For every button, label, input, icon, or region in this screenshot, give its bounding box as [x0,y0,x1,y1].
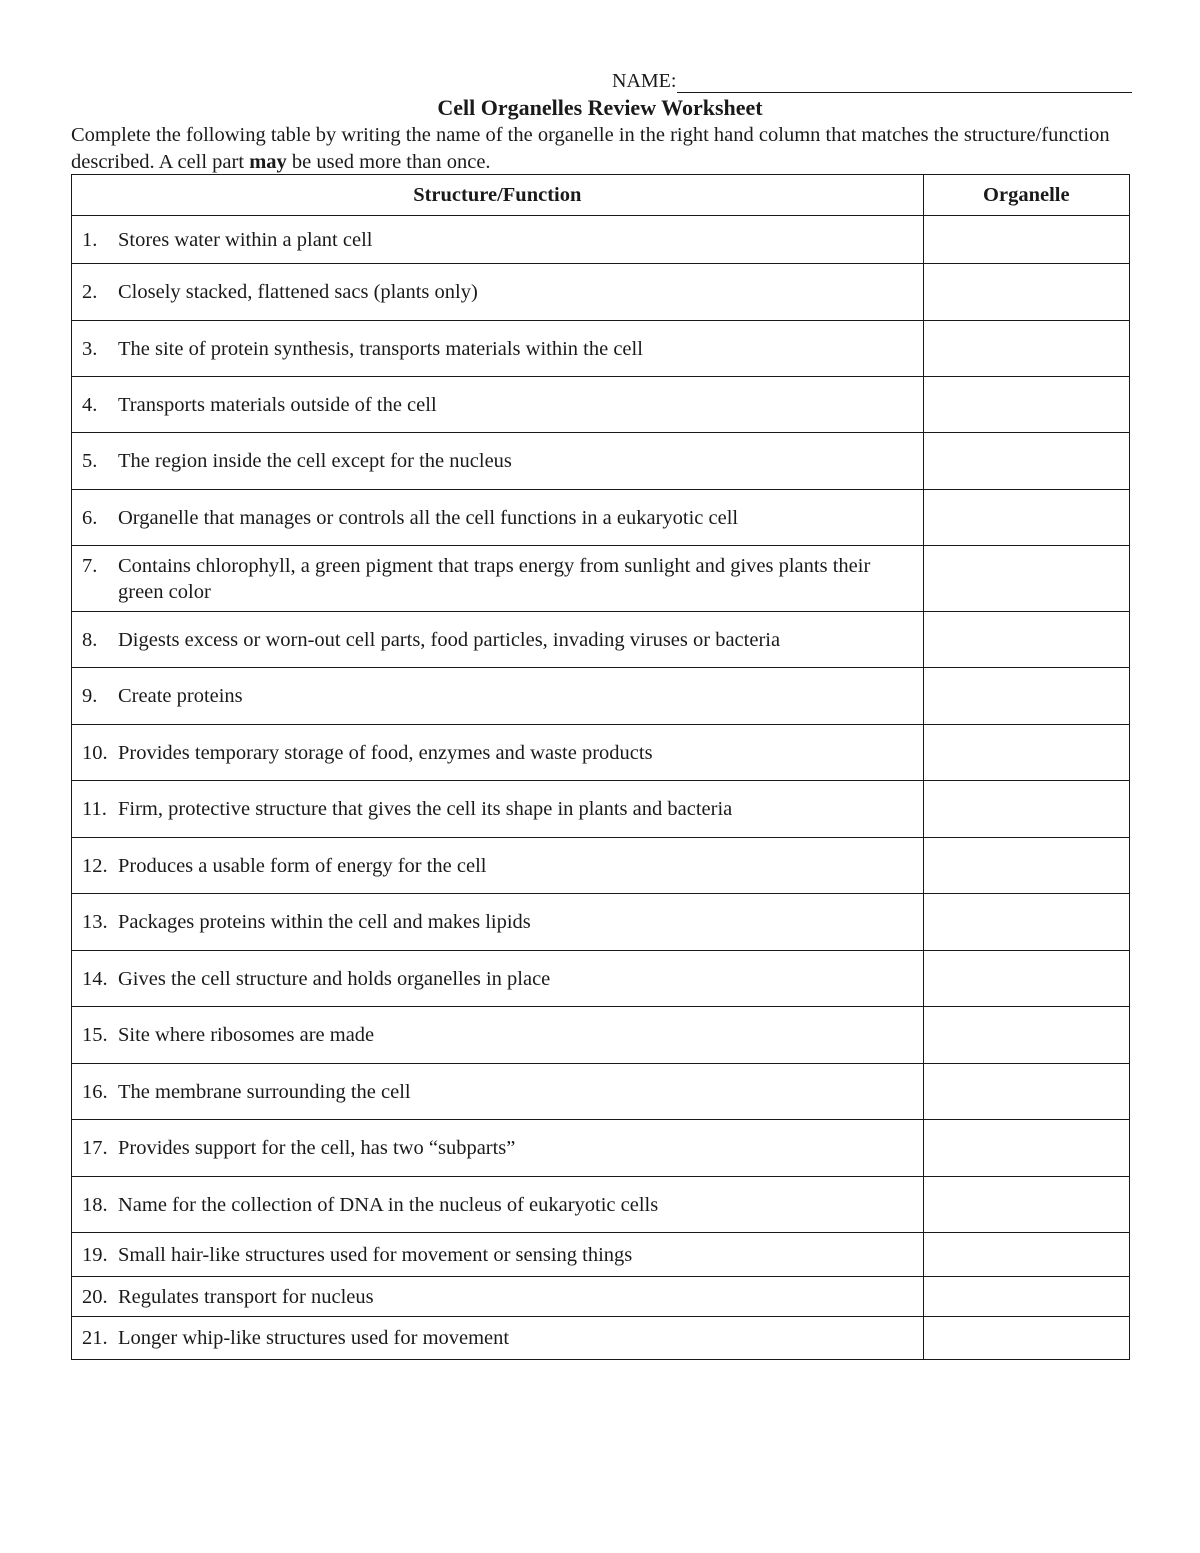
structure-function-cell [72,216,924,264]
list-item [82,1192,913,1218]
table-row [72,838,1130,894]
structure-function-cell [72,1177,924,1233]
item-number: 17. [82,1137,108,1159]
name-field [612,70,1132,93]
item-number: 12. [82,854,108,877]
list-item [82,853,913,879]
item-number: 6. [82,506,98,529]
instructions [71,122,1131,176]
list-item [82,683,913,709]
structure-function-cell [72,781,924,838]
organelle-answer-cell[interactable] [923,321,1129,377]
item-number: 13. [82,911,108,933]
organelle-answer-cell[interactable] [923,1277,1129,1317]
item-number: 8. [82,628,98,651]
organelle-answer-cell[interactable] [923,546,1129,612]
item-number: 3. [82,337,98,360]
structure-function-cell [72,1064,924,1120]
organelle-answer-cell[interactable] [923,1064,1129,1120]
table-row [72,321,1130,377]
worksheet-title: Cell Organelles Review Worksheet [437,95,763,120]
structure-function-cell [72,433,924,490]
structure-function-cell [72,377,924,433]
table-row [72,1007,1130,1064]
structure-function-cell [72,951,924,1007]
list-item [82,1135,913,1161]
item-number: 19. [82,1243,108,1266]
structure-function-cell [72,894,924,951]
item-number: 10. [82,741,108,764]
list-item [82,740,913,766]
table-row [72,216,1130,264]
item-description: Produces a usable form of energy for the cell [118,854,487,877]
structure-function-cell [72,321,924,377]
list-item [82,336,913,362]
table-row [72,894,1130,951]
table-row [72,490,1130,546]
item-description: The site of protein synthesis, transports materials within the cell [118,337,643,360]
instructions-emphasis: may [249,151,287,173]
table-row [72,668,1130,725]
organelle-answer-cell[interactable] [923,838,1129,894]
list-item [82,1079,913,1105]
item-number: 4. [82,393,98,416]
header-structure-function: Structure/Function [72,175,924,216]
instructions-text-1: Complete the following table by writing the name of the organelle in the right hand column that matches the structure/function described. A cell part [71,124,1110,173]
organelle-answer-cell[interactable] [923,490,1129,546]
item-description: The region inside the cell except for the nucleus [118,450,512,472]
table-row [72,781,1130,838]
name-label: NAME: [612,70,677,92]
list-item [82,279,913,305]
structure-function-cell [72,612,924,668]
item-number: 5. [82,450,98,472]
item-description: Provides temporary storage of food, enzymes and waste products [118,741,653,764]
list-item [82,966,913,992]
organelle-answer-cell[interactable] [923,781,1129,838]
organelle-answer-cell[interactable] [923,1177,1129,1233]
list-item [82,1284,913,1310]
list-item [82,627,913,653]
organelle-table [71,174,1130,1360]
list-item [82,505,913,531]
structure-function-cell [72,668,924,725]
item-description: Create proteins [118,685,243,707]
list-item [82,1242,913,1268]
table-row [72,612,1130,668]
table-row [72,1177,1130,1233]
item-number: 11. [82,798,107,820]
structure-function-cell [72,490,924,546]
organelle-answer-cell[interactable] [923,1007,1129,1064]
item-description: Small hair-like structures used for movement or sensing things [118,1243,633,1266]
item-description: Provides support for the cell, has two “subparts” [118,1137,516,1159]
organelle-answer-cell[interactable] [923,377,1129,433]
item-number: 7. [82,554,98,577]
item-number: 15. [82,1024,108,1046]
organelle-answer-cell[interactable] [923,612,1129,668]
item-number: 16. [82,1080,108,1103]
item-number: 20. [82,1285,108,1308]
organelle-answer-cell[interactable] [923,894,1129,951]
list-item [82,796,913,822]
table-row [72,1120,1130,1177]
table-row [72,377,1130,433]
item-number: 21. [82,1327,108,1349]
item-description: The membrane surrounding the cell [118,1080,411,1103]
organelle-answer-cell[interactable] [923,668,1129,725]
organelle-answer-cell[interactable] [923,951,1129,1007]
table-row [72,725,1130,781]
structure-function-cell [72,546,924,612]
item-description: Contains chlorophyll, a green pigment that traps energy from sunlight and gives plants their green color [118,554,871,603]
structure-function-cell [72,838,924,894]
organelle-answer-cell[interactable] [923,725,1129,781]
list-item [82,448,913,474]
organelle-answer-cell[interactable] [923,1120,1129,1177]
list-item [82,1022,913,1048]
table-header-row [72,175,1130,216]
instructions-text-2: be used more than once. [286,151,491,173]
structure-function-cell [72,1120,924,1177]
item-description: Gives the cell structure and holds organelles in place [118,967,551,990]
item-number: 1. [82,228,98,251]
item-description: Stores water within a plant cell [118,228,373,251]
list-item [82,553,913,605]
item-number: 2. [82,281,98,303]
structure-function-cell [72,264,924,321]
structure-function-cell [72,725,924,781]
table-row [72,264,1130,321]
table-row [72,1317,1130,1360]
table-row [72,433,1130,490]
header-organelle: Organelle [923,175,1129,216]
structure-function-cell [72,1317,924,1360]
table-row [72,1277,1130,1317]
item-description: Firm, protective structure that gives the cell its shape in plants and bacteria [118,798,733,820]
structure-function-cell [72,1233,924,1277]
organelle-answer-cell[interactable] [923,433,1129,490]
item-description: Name for the collection of DNA in the nucleus of eukaryotic cells [118,1193,659,1216]
list-item [82,909,913,935]
list-item [82,227,913,253]
item-description: Organelle that manages or controls all the cell functions in a eukaryotic cell [118,506,739,529]
item-description: Digests excess or worn-out cell parts, food particles, invading viruses or bacteria [118,628,781,651]
item-description: Closely stacked, flattened sacs (plants only) [118,281,478,303]
table-row [72,951,1130,1007]
structure-function-cell [72,1007,924,1064]
name-blank[interactable] [677,72,1132,93]
item-number: 18. [82,1193,108,1216]
organelle-answer-cell[interactable] [923,1317,1129,1360]
table-row [72,546,1130,612]
item-description: Regulates transport for nucleus [118,1285,374,1308]
table-body [72,216,1130,1360]
item-description: Longer whip-like structures used for movement [118,1327,510,1349]
list-item [82,392,913,418]
item-description: Packages proteins within the cell and makes lipids [118,911,531,933]
table-row [72,1064,1130,1120]
organelle-answer-cell[interactable] [923,216,1129,264]
organelle-answer-cell[interactable] [923,1233,1129,1277]
structure-function-cell [72,1277,924,1317]
item-description: Transports materials outside of the cell [118,393,437,416]
organelle-answer-cell[interactable] [923,264,1129,321]
table-row [72,1233,1130,1277]
item-description: Site where ribosomes are made [118,1024,375,1046]
item-number: 9. [82,685,98,707]
list-item [82,1325,913,1351]
item-number: 14. [82,967,108,990]
